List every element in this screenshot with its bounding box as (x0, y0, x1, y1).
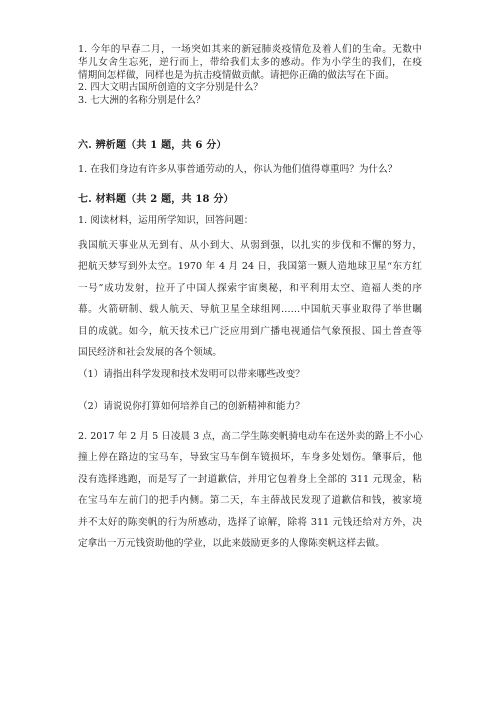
sub-question-2: （2）请说说你打算如何培养自己的创新精神和能力？ (78, 401, 305, 412)
question-block-intro (78, 44, 422, 108)
question-2-line-4: 在宝马车左前门的把手内侧。第二天，车主薛战民发现了道歉信和钱，被家境 (78, 495, 422, 507)
passage-line-2: 把航天梦写到外太空。1970 年 4 月 24 日，我国第一颗人造地球卫星“东方红 (78, 261, 422, 273)
question-2: 2. 四大文明古国所创造的文字分别是什么？ (78, 82, 263, 94)
question-2-line-5: 并不太好的陈奕帆的行为所感动，选择了谅解，除将 311 元钱还给对方外，决 (78, 516, 422, 528)
passage-line-5: 目的成就。如今，航天技术已广泛应用到广播电视通信气象预报、国土普查等 (78, 325, 422, 337)
question-2-line-6: 定拿出一万元钱资助他的学业，以此来鼓励更多的人像陈奕帆这样去做。 (78, 538, 385, 550)
section-6-heading: 六. 辨析题（共 1 题，共 6 分） (78, 140, 227, 151)
question-1-line-3: 情期间怎样做，同样也是为抗击疫情做贡献。请把你正确的做法写在下面。 (78, 69, 395, 81)
sub-question-1: （1）请指出科学发现和技术发明可以带来哪些改变？ (78, 369, 305, 380)
section-6-question-1: 1. 在我们身边有许多从事普通劳动的人，你认为他们值得尊重吗？为什么？ (78, 164, 398, 175)
question-1-line-1: 1. 今年的早春二月，一场突如其来的新冠肺炎疫情危及着人们的生命。无数中 (78, 44, 422, 55)
question-3: 3. 七大洲的名称分别是什么？ (78, 95, 206, 107)
question-2-line-1: 2. 2017 年 2 月 5 日凌晨 3 点，高二学生陈奕帆骑电动车在送外卖的路上不小心 (78, 431, 423, 442)
section-7-question-1-prompt: 1. 阅读材料，运用所学知识，回答问题： (78, 215, 254, 226)
material-passage (78, 235, 422, 363)
passage-line-3: 一号”成功发射，拉开了中国人探索宇宙奥秘，和平利用太空、造福人类的序 (78, 282, 422, 294)
passage-line-6: 国民经济和社会发展的各个领域。 (78, 347, 222, 359)
passage-line-4: 幕。火箭研制、载人航天、导航卫星全球组网……中国航天事业取得了举世瞩 (78, 304, 422, 316)
section-7-heading: 七. 材料题（共 2 题，共 18 分） (78, 194, 234, 205)
section-7-question-2 (78, 426, 422, 554)
question-1-line-2: 华儿女舍生忘死，逆行而上，带给我们太多的感动。作为小学生的我们，在疫 (78, 56, 422, 68)
question-2-line-3: 没有选择逃跑，而是写了一封道歉信，并用它包着身上全部的 311 元现金，粘 (78, 473, 422, 485)
question-2-line-2: 撞上停在路边的宝马车，导致宝马车倒车镜损坏，车身多处划伤。肇事后，他 (78, 452, 422, 464)
passage-line-1: 我国航天事业从无到有、从小到大、从弱到强，以扎实的步伐和不懈的努力， (78, 240, 422, 251)
